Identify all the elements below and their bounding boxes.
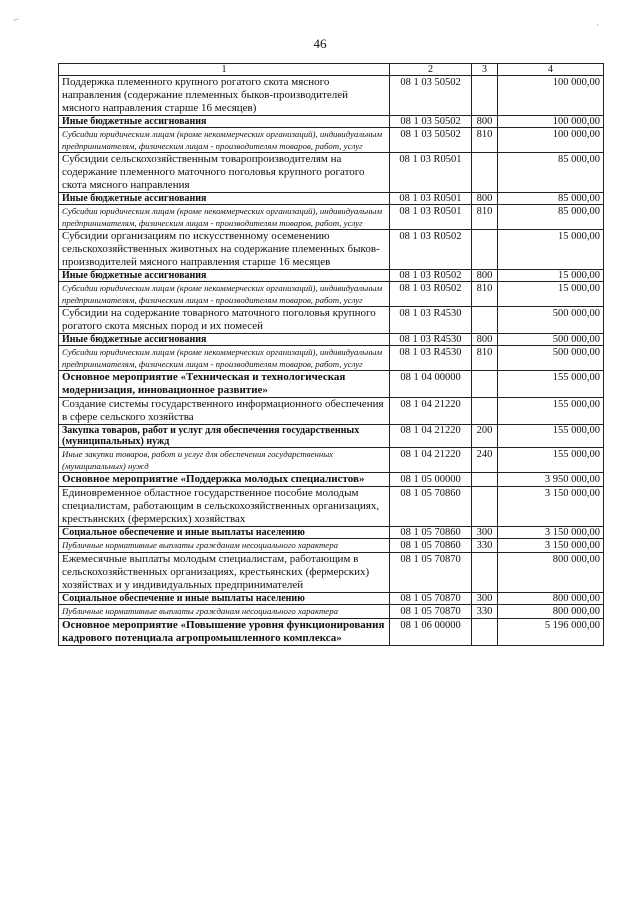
row-amount: 800 000,00 xyxy=(498,605,604,619)
row-name: Создание системы государственного информационного обеспечения в сфере сельского хозяйства xyxy=(59,398,390,425)
row-code: 08 1 05 70870 xyxy=(390,605,472,619)
row-amount: 85 000,00 xyxy=(498,205,604,230)
row-name: Субсидии на содержание товарного маточного поголовья крупного рогатого скота мясных пород и их помесей xyxy=(59,307,390,334)
table-header-row xyxy=(59,64,604,76)
table-row xyxy=(59,153,604,193)
row-amount: 800 000,00 xyxy=(498,593,604,605)
table-row xyxy=(59,398,604,425)
row-code: 08 1 05 70860 xyxy=(390,527,472,539)
row-code: 08 1 03 R0501 xyxy=(390,205,472,230)
row-type xyxy=(472,307,498,334)
row-name: Социальное обеспечение и иные выплаты населению xyxy=(59,527,390,539)
table-row xyxy=(59,605,604,619)
table-row xyxy=(59,307,604,334)
table-row xyxy=(59,448,604,473)
row-amount: 100 000,00 xyxy=(498,128,604,153)
table-row xyxy=(59,270,604,282)
row-amount: 3 150 000,00 xyxy=(498,539,604,553)
table-row xyxy=(59,205,604,230)
row-code: 08 1 04 21220 xyxy=(390,448,472,473)
row-type: 800 xyxy=(472,116,498,128)
table-row xyxy=(59,128,604,153)
row-type xyxy=(472,371,498,398)
row-amount: 85 000,00 xyxy=(498,193,604,205)
row-name: Субсидии юридическим лицам (кроме некоммерческих организаций), индивидуальным предпринимателям, физическим лицам - производителям товаров, работ, услуг xyxy=(59,282,390,307)
row-type xyxy=(472,473,498,487)
row-code: 08 1 03 R0502 xyxy=(390,230,472,270)
row-code: 08 1 03 50502 xyxy=(390,76,472,116)
row-amount: 3 950 000,00 xyxy=(498,473,604,487)
table-row xyxy=(59,527,604,539)
row-type xyxy=(472,619,498,646)
row-amount: 85 000,00 xyxy=(498,153,604,193)
row-amount: 155 000,00 xyxy=(498,398,604,425)
page-number: 46 xyxy=(313,36,327,51)
row-name: Иные бюджетные ассигнования xyxy=(59,270,390,282)
table-row xyxy=(59,346,604,371)
row-code: 08 1 03 R0502 xyxy=(390,270,472,282)
row-code: 08 1 03 R0501 xyxy=(390,153,472,193)
scan-mark: · xyxy=(596,20,599,30)
row-code: 08 1 06 00000 xyxy=(390,619,472,646)
row-code: 08 1 05 00000 xyxy=(390,473,472,487)
row-type: 800 xyxy=(472,270,498,282)
table-row xyxy=(59,539,604,553)
row-code: 08 1 04 00000 xyxy=(390,371,472,398)
table-row xyxy=(59,282,604,307)
row-name: Ежемесячные выплаты молодым специалистам, работающим в сельскохозяйственных организациях, крестьянских (фермерских) хозяйствах и у индивидуальных предпринимателей xyxy=(59,553,390,593)
row-amount: 155 000,00 xyxy=(498,448,604,473)
row-amount: 100 000,00 xyxy=(498,116,604,128)
row-code: 08 1 04 21220 xyxy=(390,398,472,425)
header-type: 3 xyxy=(472,64,498,76)
row-type: 200 xyxy=(472,425,498,448)
row-amount: 500 000,00 xyxy=(498,307,604,334)
row-code: 08 1 05 70870 xyxy=(390,593,472,605)
row-name: Иные бюджетные ассигнования xyxy=(59,116,390,128)
row-amount: 5 196 000,00 xyxy=(498,619,604,646)
row-name: Поддержка племенного крупного рогатого скота мясного направления (содержание племенных быков-производителей мясного направления старше 16 месяцев) xyxy=(59,76,390,116)
header-code: 2 xyxy=(390,64,472,76)
budget-table xyxy=(58,63,604,646)
row-name: Публичные нормативные выплаты гражданам несоциального характера xyxy=(59,605,390,619)
row-name: Субсидии юридическим лицам (кроме некоммерческих организаций), индивидуальным предпринимателям, физическим лицам - производителям товаров, работ, услуг xyxy=(59,128,390,153)
row-type: 810 xyxy=(472,205,498,230)
row-name: Субсидии сельскохозяйственным товаропроизводителям на содержание племенного маточного поголовья крупного рогатого скота мясного направления xyxy=(59,153,390,193)
row-amount: 155 000,00 xyxy=(498,371,604,398)
row-code: 08 1 03 R0501 xyxy=(390,193,472,205)
row-amount: 500 000,00 xyxy=(498,346,604,371)
header-name: 1 xyxy=(59,64,390,76)
row-name: Иные бюджетные ассигнования xyxy=(59,193,390,205)
row-code: 08 1 05 70870 xyxy=(390,553,472,593)
row-name: Субсидии юридическим лицам (кроме некоммерческих организаций), индивидуальным предпринимателям, физическим лицам - производителям товаров, работ, услуг xyxy=(59,205,390,230)
row-amount: 3 150 000,00 xyxy=(498,487,604,527)
row-code: 08 1 05 70860 xyxy=(390,487,472,527)
row-amount: 15 000,00 xyxy=(498,282,604,307)
table-row xyxy=(59,371,604,398)
row-name: Закупка товаров, работ и услуг для обеспечения государственных (муниципальных) нужд xyxy=(59,425,390,448)
row-name: Иные бюджетные ассигнования xyxy=(59,334,390,346)
table-row xyxy=(59,116,604,128)
row-name: Субсидии организациям по искусственному осеменению сельскохозяйственных животных на содержание племенных быков-производителей мясного направления старше 16 месяцев xyxy=(59,230,390,270)
table-row xyxy=(59,425,604,448)
row-name: Основное мероприятие «Поддержка молодых специалистов» xyxy=(59,473,390,487)
row-amount: 3 150 000,00 xyxy=(498,527,604,539)
row-amount: 800 000,00 xyxy=(498,553,604,593)
row-type: 810 xyxy=(472,128,498,153)
row-code: 08 1 03 R0502 xyxy=(390,282,472,307)
row-amount: 15 000,00 xyxy=(498,270,604,282)
row-type: 800 xyxy=(472,334,498,346)
row-code: 08 1 03 R4530 xyxy=(390,334,472,346)
table-row xyxy=(59,230,604,270)
row-type: 300 xyxy=(472,527,498,539)
table-body xyxy=(59,76,604,646)
row-amount: 500 000,00 xyxy=(498,334,604,346)
row-type xyxy=(472,230,498,270)
row-type xyxy=(472,76,498,116)
table-row xyxy=(59,334,604,346)
row-type: 240 xyxy=(472,448,498,473)
table-row xyxy=(59,553,604,593)
table-row xyxy=(59,593,604,605)
row-code: 08 1 03 50502 xyxy=(390,116,472,128)
table-row xyxy=(59,487,604,527)
row-amount: 155 000,00 xyxy=(498,425,604,448)
scan-mark: ⌐ xyxy=(14,14,20,24)
row-type: 810 xyxy=(472,346,498,371)
row-type: 330 xyxy=(472,539,498,553)
row-code: 08 1 03 R4530 xyxy=(390,346,472,371)
row-type xyxy=(472,398,498,425)
row-type xyxy=(472,553,498,593)
row-name: Иные закупки товаров, работ и услуг для обеспечения государственных (муниципальных) нужд xyxy=(59,448,390,473)
row-code: 08 1 05 70860 xyxy=(390,539,472,553)
row-code: 08 1 04 21220 xyxy=(390,425,472,448)
table-row xyxy=(59,619,604,646)
row-type: 300 xyxy=(472,593,498,605)
row-name: Субсидии юридическим лицам (кроме некоммерческих организаций), индивидуальным предпринимателям, физическим лицам - производителям товаров, работ, услуг xyxy=(59,346,390,371)
table-row xyxy=(59,193,604,205)
row-name: Единовременное областное государственное пособие молодым специалистам, работающим в сельскохозяйственных организациях, крестьянских (фермерских) хозяйствах xyxy=(59,487,390,527)
row-type: 330 xyxy=(472,605,498,619)
row-code: 08 1 03 50502 xyxy=(390,128,472,153)
row-type xyxy=(472,487,498,527)
row-name: Публичные нормативные выплаты гражданам несоциального характера xyxy=(59,539,390,553)
row-name: Основное мероприятие «Повышение уровня функционирования кадрового потенциала агропромышленного комплекса» xyxy=(59,619,390,646)
row-code: 08 1 03 R4530 xyxy=(390,307,472,334)
row-amount: 15 000,00 xyxy=(498,230,604,270)
row-type: 810 xyxy=(472,282,498,307)
row-amount: 100 000,00 xyxy=(498,76,604,116)
row-name: Основное мероприятие «Техническая и технологическая модернизация, инновационное развитие» xyxy=(59,371,390,398)
row-name: Социальное обеспечение и иные выплаты населению xyxy=(59,593,390,605)
table-row xyxy=(59,76,604,116)
header-amount: 4 xyxy=(498,64,604,76)
row-type: 800 xyxy=(472,193,498,205)
row-type xyxy=(472,153,498,193)
table-row xyxy=(59,473,604,487)
